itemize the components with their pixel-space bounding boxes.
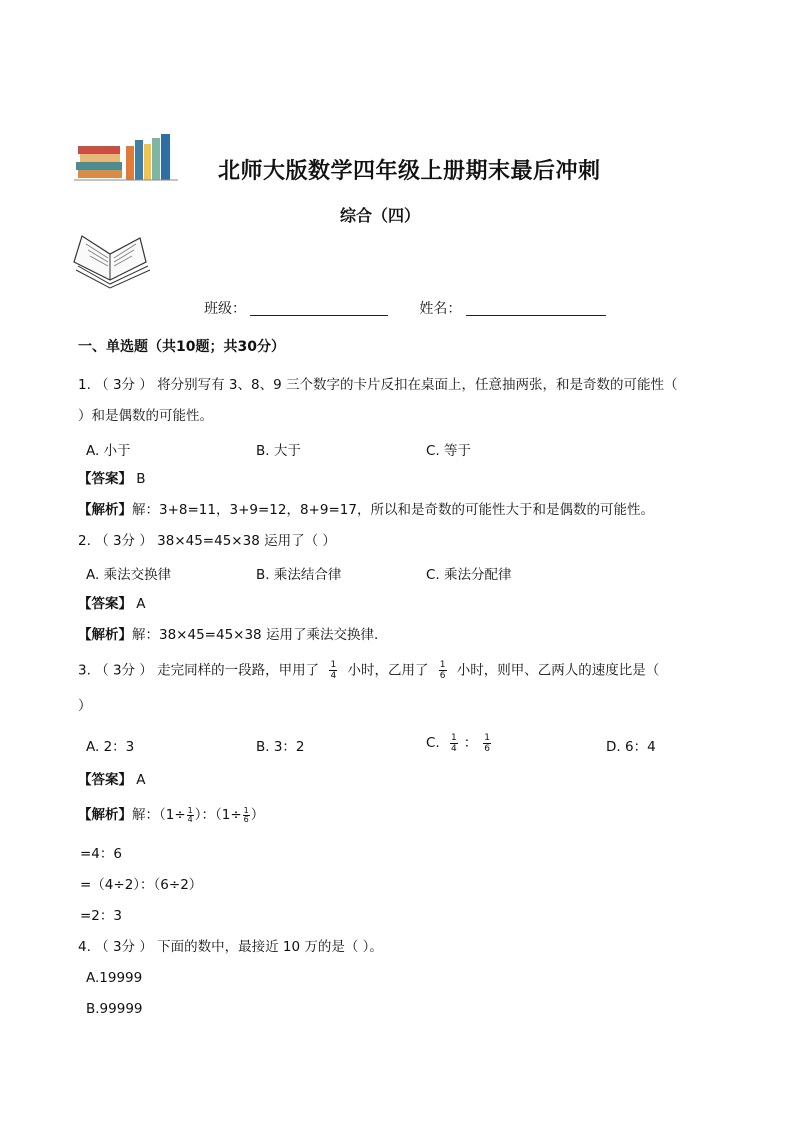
frac-den: 6 (439, 671, 446, 681)
frac-num: 1 (484, 732, 490, 743)
frac-num: 1 (243, 805, 249, 815)
q2-option-a: A. 乘法交换律 (86, 567, 172, 583)
analysis-label: 【解析】 (78, 627, 132, 643)
q3-option-a: A. 2：3 (86, 739, 135, 755)
frac-den: 4 (187, 814, 193, 824)
analysis-label: 【解析】 (78, 807, 132, 823)
q1-answer (78, 470, 146, 488)
q4-option-b: B.99999 (86, 1001, 143, 1017)
fraction-1-6 (439, 660, 447, 681)
q3-option-d: D. 6：4 (606, 739, 656, 755)
q3-option-b: B. 3：2 (256, 739, 305, 755)
frac-den: 4 (451, 743, 457, 754)
name-field[interactable] (466, 301, 606, 316)
fraction-1-4 (329, 660, 337, 681)
frac-num: 1 (330, 660, 337, 670)
open-book-icon (68, 232, 152, 292)
answer-value: A (136, 772, 146, 788)
question-3-text (78, 660, 659, 681)
question-2-text: 2. （ 3分 ） 38×45=45×38 运用了（ ） (78, 533, 336, 549)
question-1-text-cont: ）和是偶数的可能性。 (78, 408, 213, 424)
q4-option-a: A.19999 (86, 970, 143, 986)
fraction-1-6 (243, 807, 250, 824)
analysis-part-c: ） (250, 807, 265, 823)
analysis-part-b: ）：（1÷ (194, 807, 242, 823)
frac-num: 1 (439, 660, 446, 670)
analysis-part-a: 解：（1÷ (132, 807, 186, 823)
q3-analysis (78, 806, 264, 824)
q2-analysis (78, 626, 378, 644)
q3-text-part1: 3. （ 3分 ） 走完同样的一段路，甲用了 (78, 662, 320, 679)
section-heading: 一、单选题（共10题；共30分） (78, 339, 285, 355)
fraction-1-4 (187, 807, 194, 824)
frac-den: 4 (330, 671, 337, 681)
question-4-text: 4. （ 3分 ） 下面的数中，最接近 10 万的是（ ）。 (78, 939, 383, 955)
books-icon (74, 130, 178, 184)
analysis-text: 解：3+8=11，3+9=12，8+9=17，所以和是奇数的可能性大于和是偶数的可能性。 (132, 502, 654, 518)
frac-den: 6 (484, 743, 490, 754)
analysis-text: 解：38×45=45×38 运用了乘法交换律. (132, 627, 379, 643)
analysis-label: 【解析】 (78, 502, 132, 518)
fraction-1-6 (483, 733, 491, 754)
q2-option-c: C. 乘法分配律 (426, 567, 512, 583)
q1-option-b: B. 大于 (256, 443, 301, 459)
class-field[interactable] (250, 301, 388, 316)
q1-option-c: C. 等于 (426, 443, 472, 459)
q3-step-3: =2：3 (80, 908, 122, 924)
answer-label: 【答案】 (78, 471, 132, 487)
q3-step-2: =（4÷2）：（6÷2） (80, 877, 203, 893)
q3-text-part3: 小时，则甲、乙两人的速度比是（ (456, 662, 660, 679)
answer-value: B (136, 471, 146, 487)
q3-step-1: =4：6 (80, 846, 122, 862)
fraction-1-4 (450, 733, 458, 754)
student-info-fields (204, 298, 606, 318)
answer-label: 【答案】 (78, 596, 132, 612)
page-title: 北师大版数学四年级上册期末最后冲刺 (218, 158, 601, 184)
q1-option-a: A. 小于 (86, 443, 131, 459)
frac-num: 1 (451, 732, 457, 743)
q2-answer (78, 595, 146, 613)
answer-value: A (136, 596, 146, 612)
page-subtitle: 综合（四） (340, 206, 421, 225)
q3-answer (78, 771, 146, 789)
question-1-text: 1. （ 3分 ） 将分别写有 3、8、9 三个数字的卡片反扣在桌面上，任意抽两张，和是奇数的可能性（ (78, 377, 678, 393)
ratio-sep: ： (463, 735, 478, 751)
q2-option-b: B. 乘法结合律 (256, 567, 342, 583)
q3-text-part2: 小时，乙用了 (347, 662, 429, 679)
frac-num: 1 (187, 805, 193, 815)
q3-option-c (426, 731, 497, 754)
option-label: C. (426, 735, 440, 751)
frac-den: 6 (243, 814, 249, 824)
class-label: 班级： (204, 301, 246, 317)
name-label: 姓名： (419, 301, 462, 317)
answer-label: 【答案】 (78, 772, 132, 788)
q1-analysis (78, 501, 654, 519)
question-3-text-cont: ） (78, 698, 92, 714)
